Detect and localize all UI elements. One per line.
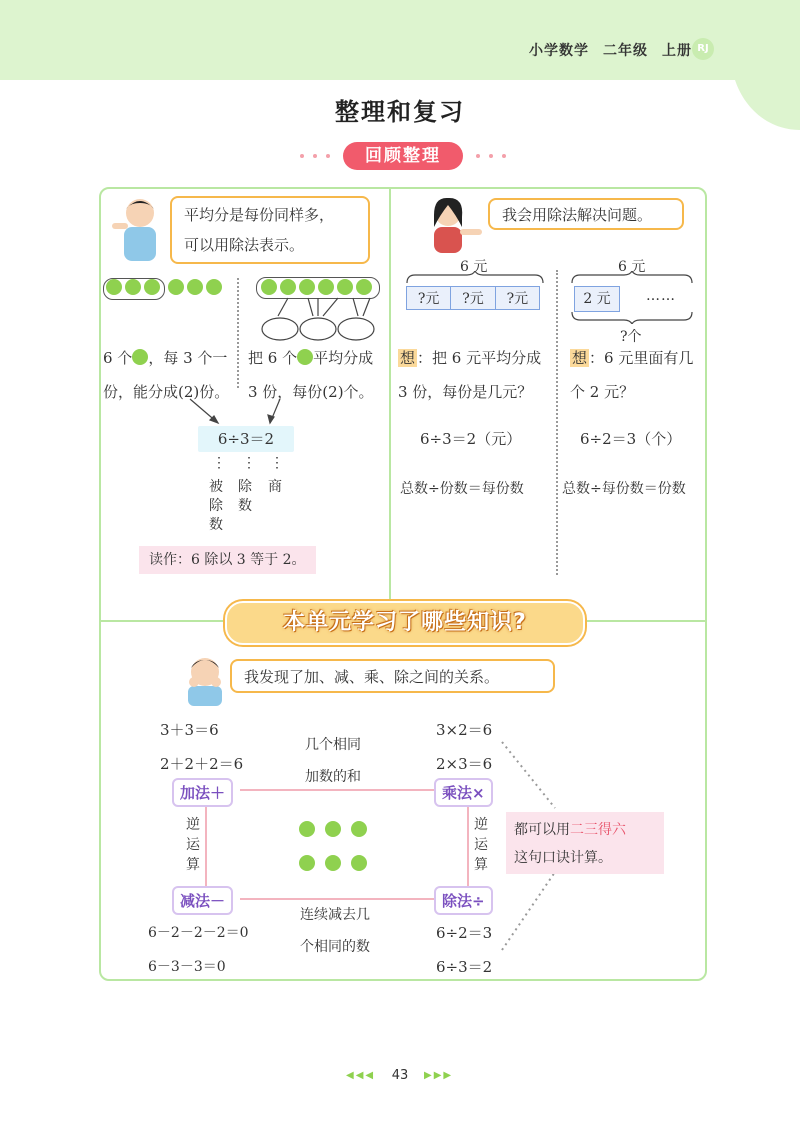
add-examples — [160, 713, 243, 781]
section-title: 回顾整理 — [343, 142, 463, 170]
label-addition: 加法＋ — [172, 778, 233, 807]
link-text: 几个相同 — [305, 737, 361, 753]
think-tag: 想 — [400, 349, 416, 367]
think-text: ：6 元里面有几 — [589, 349, 694, 367]
dot-grid — [299, 821, 379, 875]
example: 3×2＝6 — [436, 721, 493, 739]
left-think — [398, 341, 553, 409]
decor-dot — [502, 154, 506, 158]
char: 算 — [186, 857, 200, 873]
reading-note: 读作：6 除以 3 等于 2。 — [139, 546, 316, 574]
char: 运 — [474, 837, 488, 853]
label-subtraction: 减法－ — [172, 886, 233, 915]
total-label: 6 元 — [460, 259, 488, 275]
right-think — [570, 341, 705, 409]
think-text: 3 份，每份是几元？ — [398, 383, 533, 401]
brace — [405, 271, 545, 285]
relation-line — [205, 802, 207, 886]
speech-line: 平均分是每份同样多， — [184, 206, 335, 224]
dots: ⋮ — [270, 455, 284, 471]
dotted-divider — [556, 270, 558, 575]
note-text: 都可以用 — [514, 822, 570, 838]
brace — [570, 271, 694, 285]
decor-dot — [300, 154, 304, 158]
decor-dot — [326, 154, 330, 158]
example: 2＋2＋2＝6 — [160, 755, 244, 773]
example: 3＋3＝6 — [160, 721, 219, 739]
sub-examples — [148, 916, 249, 984]
link-text: 加数的和 — [305, 769, 361, 785]
caption-text: 份，能分成(2)份。 — [103, 383, 230, 401]
brace-bottom — [570, 310, 694, 324]
ellipsis: …… — [646, 288, 676, 304]
green-circle-icon — [132, 349, 148, 365]
girl-character-icon — [426, 195, 486, 255]
right-speech-bubble: 我会用除法解决问题。 — [488, 198, 684, 230]
pointer-arrows — [180, 395, 300, 430]
unknown-cells — [406, 286, 540, 310]
example: 6－3－3＝0 — [148, 959, 226, 975]
green-circle-icon — [297, 349, 313, 365]
mul-examples — [436, 713, 492, 781]
count-label: ?个 — [620, 329, 642, 345]
cell: ?元 — [406, 286, 451, 310]
char: 算 — [474, 857, 488, 873]
page-title: 整理和复习 — [335, 98, 465, 126]
div-examples — [436, 916, 492, 984]
panel-divider — [389, 189, 391, 621]
top-link-text — [305, 729, 361, 793]
distribution-arrows — [258, 296, 388, 346]
right-equation: 6÷2＝3（个） — [580, 430, 682, 448]
left-formula: 总数÷份数＝每份数 — [400, 481, 524, 497]
inverse-left — [186, 815, 204, 875]
relation-line — [240, 789, 436, 791]
note-highlight: 二三得六 — [570, 822, 626, 838]
think-text: 个 2 元？ — [570, 383, 635, 401]
footer-right-arrows: ▶▶▶ — [424, 1070, 454, 1081]
term-dividend: 被除数 — [209, 479, 223, 533]
division-equation: 6÷3＝2 — [198, 426, 294, 452]
footer-left-arrows: ◀◀◀ — [346, 1070, 376, 1081]
term-divisor: 除数 — [238, 479, 252, 514]
caption-text: 把 6 个 — [248, 349, 298, 367]
example: 2×3＝6 — [436, 755, 493, 773]
boy-thinking-icon — [180, 652, 230, 708]
note-text: 这句口诀计算。 — [514, 850, 612, 866]
unit-banner: 本单元学习了哪些知识? — [225, 601, 585, 645]
relation-line — [467, 802, 469, 886]
link-text: 个相同的数 — [300, 939, 370, 955]
header-text — [515, 40, 692, 60]
boy-character-icon — [110, 195, 164, 265]
right-formula: 总数÷每份数＝份数 — [562, 481, 686, 497]
cell: ?元 — [451, 286, 495, 310]
bottom-speech-bubble: 我发现了加、减、乘、除之间的关系。 — [230, 659, 555, 693]
label-division: 除法÷ — [434, 886, 493, 915]
char: 逆 — [474, 817, 488, 833]
link-text: 连续减去几 — [300, 907, 370, 923]
decor-dot — [489, 154, 493, 158]
example: 6－2－2－2＝0 — [148, 925, 249, 941]
caption-text: 平均分成 — [313, 349, 374, 367]
page-number: 43 — [391, 1068, 409, 1083]
header-grade: 二年级 — [603, 43, 648, 59]
cell: ?元 — [496, 286, 540, 310]
think-tag: 想 — [572, 349, 588, 367]
header-volume: 上册 — [662, 43, 692, 59]
decor-dot — [476, 154, 480, 158]
total-label: 6 元 — [618, 259, 646, 275]
circles-row — [106, 279, 222, 299]
dots: ⋮ — [242, 455, 256, 471]
example: 6÷2＝3 — [436, 924, 493, 942]
caption-text: ，每 3 个一 — [148, 349, 228, 367]
mnemonic-note — [506, 812, 664, 874]
left-speech-bubble — [170, 196, 370, 264]
char: 运 — [186, 837, 200, 853]
label-multiplication: 乘法× — [434, 778, 493, 807]
caption-text: 6 个 — [103, 349, 133, 367]
example: 6÷3＝2 — [436, 958, 493, 976]
left-equation: 6÷3＝2（元） — [420, 430, 522, 448]
think-text: ：把 6 元平均分成 — [417, 349, 542, 367]
dots: ⋮ — [212, 455, 226, 471]
known-cell: 2 元 — [574, 286, 620, 312]
decor-dot — [313, 154, 317, 158]
term-quotient: 商 — [268, 479, 282, 495]
caption-text: 3 份，每份(2)个。 — [248, 383, 374, 401]
edition-badge: RJ — [692, 38, 714, 60]
dotted-divider — [237, 278, 239, 388]
header-subject: 小学数学 — [529, 43, 589, 59]
bottom-link-text — [300, 899, 370, 963]
inverse-right — [474, 815, 492, 875]
char: 逆 — [186, 817, 200, 833]
speech-line: 可以用除法表示。 — [184, 236, 305, 254]
